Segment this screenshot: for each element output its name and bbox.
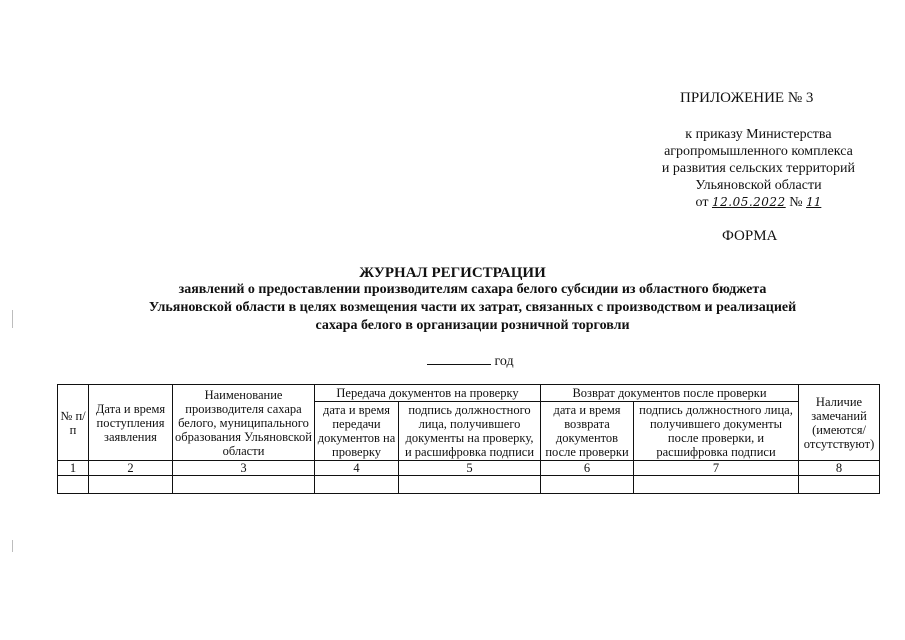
- empty-cell: [89, 476, 173, 494]
- empty-cell: [315, 476, 399, 494]
- subtitle-line: заявлений о предоставлении производителям сахара белого субсидии из областного бюджета: [178, 282, 767, 297]
- document-subtitle: [100, 281, 845, 335]
- column-number-cell: 7: [634, 461, 799, 476]
- scan-artifact-line: [12, 540, 13, 552]
- header-row-number: № п/п: [58, 385, 89, 461]
- header-transfer-signature: подпись должностного лица, получившего документы на проверку, и расшифровка подписи: [399, 402, 541, 461]
- column-number-cell: 5: [399, 461, 541, 476]
- header-group-transfer: Передача документов на проверку: [315, 385, 541, 402]
- column-number-cell: 2: [89, 461, 173, 476]
- table-row: [58, 476, 880, 494]
- appendix-label: ПРИЛОЖЕНИЕ № 3: [680, 90, 814, 106]
- empty-cell: [541, 476, 634, 494]
- order-line: Ульяновской области: [695, 178, 822, 193]
- column-number-cell: 8: [799, 461, 880, 476]
- empty-cell: [173, 476, 315, 494]
- header-remarks: Наличие замечаний (имеются/ отсутствуют): [799, 385, 880, 461]
- order-reference: [662, 126, 855, 211]
- number-sign: №: [789, 195, 803, 210]
- empty-cell: [58, 476, 89, 494]
- header-return-date: дата и время возврата документов после проверки: [541, 402, 634, 461]
- header-return-signature: подпись должностного лица, получившего документы после проверки, и расшифровка подписи: [634, 402, 799, 461]
- form-label: ФОРМА: [722, 228, 778, 244]
- header-group-return: Возврат документов после проверки: [541, 385, 799, 402]
- header-producer-name: Наименование производителя сахара белого, муниципального образования Ульяновской области: [173, 385, 315, 461]
- order-date-line: [696, 194, 822, 211]
- order-line: агропромышленного комплекса: [664, 144, 853, 159]
- header-transfer-date: дата и время передачи документов на проверку: [315, 402, 399, 461]
- subtitle-line: сахара белого в организации розничной торговли: [315, 318, 630, 333]
- handwritten-date: 12.05.2022: [711, 195, 786, 209]
- subtitle-line: Ульяновской области в целях возмещения части их затрат, связанных с производством и реализацией: [148, 300, 797, 315]
- column-number-cell: 1: [58, 461, 89, 476]
- column-number-cell: 3: [173, 461, 315, 476]
- empty-cell: [799, 476, 880, 494]
- order-line: и развития сельских территорий: [661, 161, 855, 176]
- year-label: год: [494, 354, 514, 369]
- order-line: к приказу Министерства: [685, 127, 832, 142]
- header-receipt-date: Дата и время поступления заявления: [89, 385, 173, 461]
- year-field: [427, 352, 514, 370]
- empty-cell: [399, 476, 541, 494]
- empty-cell: [634, 476, 799, 494]
- registration-journal-table: [57, 384, 880, 494]
- column-number-cell: 4: [315, 461, 399, 476]
- document-title: ЖУРНАЛ РЕГИСТРАЦИИ: [359, 265, 546, 281]
- scan-artifact-line: [12, 310, 13, 328]
- date-prefix: от: [695, 195, 709, 210]
- column-number-cell: 6: [541, 461, 634, 476]
- handwritten-number: 11: [806, 195, 822, 209]
- year-blank: [427, 352, 491, 365]
